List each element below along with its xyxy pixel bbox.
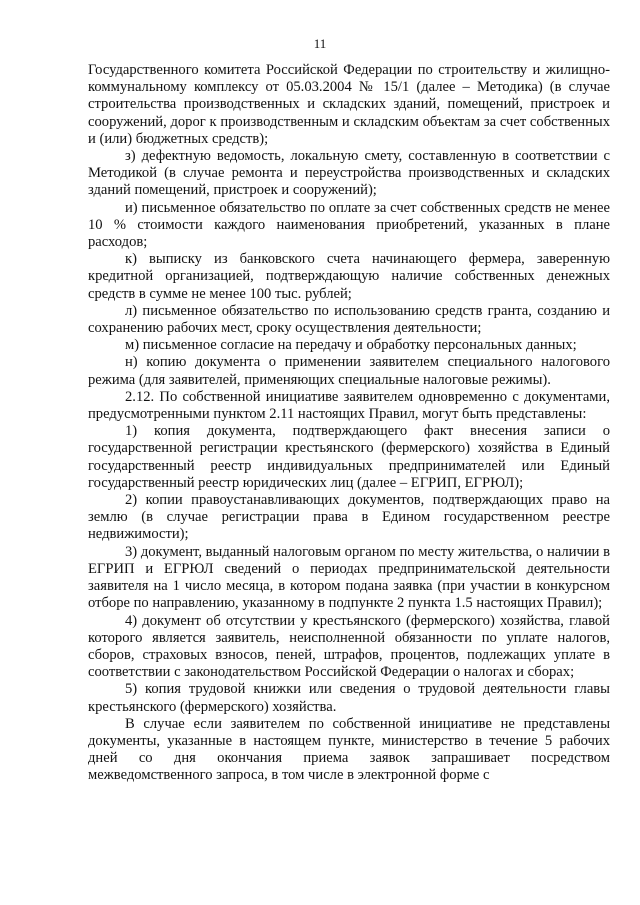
paragraph-item-2: 2) копии правоустанавливающих документов, подтверждающих право на землю (в случае регистрации права в Едином государственном реестре недвижимости); [88,492,610,543]
paragraph-item-m: м) письменное согласие на передачу и обработку персональных данных; [125,337,577,354]
paragraph-item-5: 5) копия трудовой книжки или сведения о трудовой деятельности главы крестьянского (фермерского) хозяйства. [88,681,610,715]
paragraph-item-l: л) письменное обязательство по использованию средств гранта, созданию и сохранению рабочих мест, сроку осуществления деятельности; [88,302,610,337]
paragraph-item-4: 4) документ об отсутствии у крестьянского (фермерского) хозяйства, главой которого является заявитель, неисполненной обязанности по уплате налогов, сборов, страховых взносов, пеней, штрафов, процентов, подлежащих уплате в соответствии с законодательством Российской Федерации о налогах и сборах; [88,612,610,681]
paragraph-item-n: н) копию документа о применении заявителем специального налогового режима (для заявителей, применяющих специальные налоговые режимы). [88,354,610,388]
paragraph-item-i: и) письменное обязательство по оплате за счет собственных средств не менее 10 % стоимости каждого наименования приобретений, указанных в плане расходов; [88,199,610,251]
body-text [88,62,610,785]
paragraph-methodology-continuation: Государственного комитета Российской Федерации по строительству и жилищно-коммунальному комплексу от 05.03.2004 № 15/1 (далее – Методика) (в случае строительства производственных и складских зданий, помещений, пристроек и сооружений, дорог к производственным и складским объектам за счет собственных и (или) бюджетных средств); [88,62,610,147]
paragraph-item-1: 1) копия документа, подтверждающего факт внесения записи о государственной регистрации крестьянского (фермерского) хозяйства в Единый государственный реестр индивидуальных предпринимателей или Единый государственный реестр юридических лиц (далее – ЕГРИП, ЕГРЮЛ); [88,423,610,491]
paragraph-item-z: з) дефектную ведомость, локальную смету, составленную в соответствии с Методикой (в случае ремонта и переустройства производственных и складских зданий помещений, пристроек и сооружений); [88,148,610,199]
paragraph-final: В случае если заявителем по собственной инициативе не представлены документы, указанные в настоящем пункте, министерство в течение 5 рабочих дней со дня окончания приема заявок запрашивает посредством межведомственного запроса, в том числе в электронной форме с [88,715,610,784]
paragraph-item-3: 3) документ, выданный налоговым органом по месту жительства, о наличии в ЕГРИП и ЕГРЮЛ сведений о периодах предпринимательской деятельности заявителя на 1 число месяца, в котором подана заявка (при участии в конкурсном отборе по направлению, указанному в подпункте 2 пункта 1.5 настоящих Правил); [88,543,610,612]
paragraph-item-k: к) выписку из банковского счета начинающего фермера, заверенную кредитной организацией, подтверждающую наличие собственных денежных средств в сумме не менее 100 тыс. рублей; [88,251,610,302]
page-number: 11 [313,36,327,51]
paragraph-section-2-12: 2.12. По собственной инициативе заявителем одновременно с документами, предусмотренными пунктом 2.11 настоящих Правил, могут быть представлены: [88,388,610,423]
